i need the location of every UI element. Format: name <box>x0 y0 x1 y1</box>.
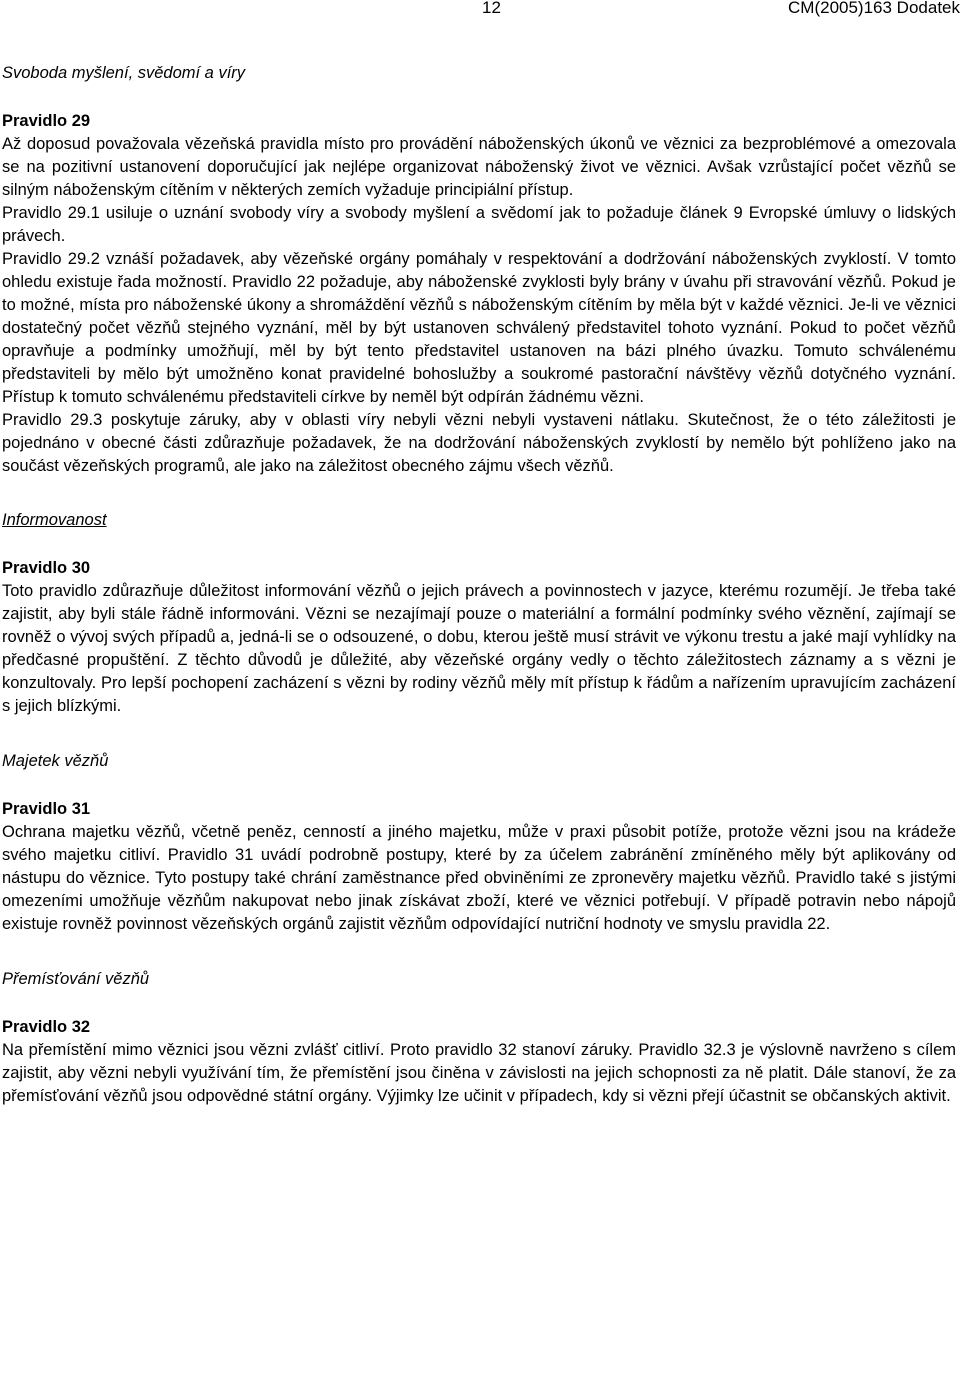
rule-heading-31: Pravidlo 31 <box>2 800 91 818</box>
section-title-transfer: Přemísťování vězňů <box>2 970 150 988</box>
paragraph: Toto pravidlo zdůrazňuje důležitost informování vězňů o jejich právech a povinnostech v jazyce, kterému rozumějí. Je třeba také zajistit, aby byli stále řádně informováni. Vězni se nezajímají pouze o materiální a formální podmínky svého věznění, zajímají se rovněž o vývoj svých případů a, jedná-li se o odsouzené, o dobu, kterou ještě musí strávit ve výkonu trestu a jaké mají vyhlídky na předčasné propuštění. Z těchto důvodů je důležité, aby vězeňské orgány vedly o těchto záležitostech záznamy a s vězni je konzultovaly. Pro lepší pochopení zacházení s vězni by rodiny vězňů měly mít přístup k řádům a nařízením upravujícím zacházení s jejich blízkými. <box>2 582 956 715</box>
page-number: 12 <box>482 0 501 17</box>
document-reference: CM(2005)163 Dodatek <box>788 0 960 17</box>
paragraph: Na přemístění mimo věznici jsou vězni zvlášť citliví. Proto pravidlo 32 stanoví záruky. Pravidlo 32.3 je výslovně navrženo s cílem zajistit, aby vězni nebyli využívání tím, že přemístění jsou činěna v závislosti na jejich schopnosti za ně platit. Dále stanoví, že za přemísťování vězňů jsou odpovědné státní orgány. Výjimky lze učinit v případech, kdy si vězni přejí účastnit se občanských aktivit. <box>2 1041 956 1105</box>
rule-heading-32: Pravidlo 32 <box>2 1018 91 1036</box>
paragraph: Pravidlo 29.1 usiluje o uznání svobody víry a svobody myšlení a svědomí jak to požaduje článek 9 Evropské úmluvy o lidských právech. <box>2 204 956 245</box>
rule-heading-30: Pravidlo 30 <box>2 559 91 577</box>
page-header <box>2 0 960 18</box>
paragraph: Pravidlo 29.3 poskytuje záruky, aby v oblasti víry nebyli vězni nebyli vystaveni nátlaku. Skutečnost, že o této záležitosti je pojednáno v obecné části zdůrazňuje požadavek, že na dodržování náboženských zvyklostí by nemělo být pohlíženo jako na součást vězeňských programů, ale jako na záležitost obecného zájmu všech vězňů. <box>2 411 956 475</box>
section-title-property: Majetek vězňů <box>2 752 109 770</box>
paragraph: Až doposud považovala vězeňská pravidla místo pro provádění náboženských úkonů ve věznici za bezproblémové a omezovala se na pozitivní ustanovení doporučující jak nejlépe organizovat náboženský život ve věznici. Avšak vzrůstající počet vězňů se silným náboženským cítěním v některých zemích vyžaduje principiální přístup. <box>2 135 956 199</box>
section-title-freedom: Svoboda myšlení, svědomí a víry <box>2 64 246 82</box>
document-page <box>2 0 960 1108</box>
section-title-information: Informovanost <box>2 511 107 529</box>
paragraph: Pravidlo 29.2 vznáší požadavek, aby vězeňské orgány pomáhaly v respektování a dodržování náboženských zvyklostí. V tomto ohledu existuje řada možností. Pravidlo 22 požaduje, aby náboženské zvyklosti byly brány v úvahu při stravování vězňů. Pokud je to možné, místa pro náboženské úkony a shromáždění vězňů s náboženským cítěním by měla být v každé věznici. Je-li ve věznici dostatečný počet vězňů stejného vyznání, měl by být ustanoven schválený představitel tohoto vyznání. Pokud to počet vězňů opravňuje a podmínky umožňují, měl by být tento představitel ustanoven na bázi plného úvazku. Tomuto schválenému představiteli by mělo být umožněno konat pravidelné bohoslužby a soukromé pastorační návštěvy vězňů dotyčného vyznání. Přístup k tomuto schválenému představiteli církve by neměl být odpírán žádnému vězni. <box>2 250 956 406</box>
rule-heading-29: Pravidlo 29 <box>2 112 91 130</box>
paragraph: Ochrana majetku vězňů, včetně peněz, cenností a jiného majetku, může v praxi působit potíže, protože vězni jsou na krádeže svého majetku citliví. Pravidlo 31 uvádí podrobně postupy, které by za účelem zabránění zmíněného měly být aplikovány od nástupu do věznice. Tyto postupy také chrání zaměstnance před obviněními ze zpronevěry majetku vězňů. Pravidlo také s jistými omezeními umožňuje vězňům nakupovat nebo jinak získávat zboží, které ve věznici potřebují. V případě potravin nebo nápojů existuje rovněž povinnost vězeňských orgánů zajistit vězňům odpovídající nutriční hodnoty ve smyslu pravidla 22. <box>2 823 956 933</box>
